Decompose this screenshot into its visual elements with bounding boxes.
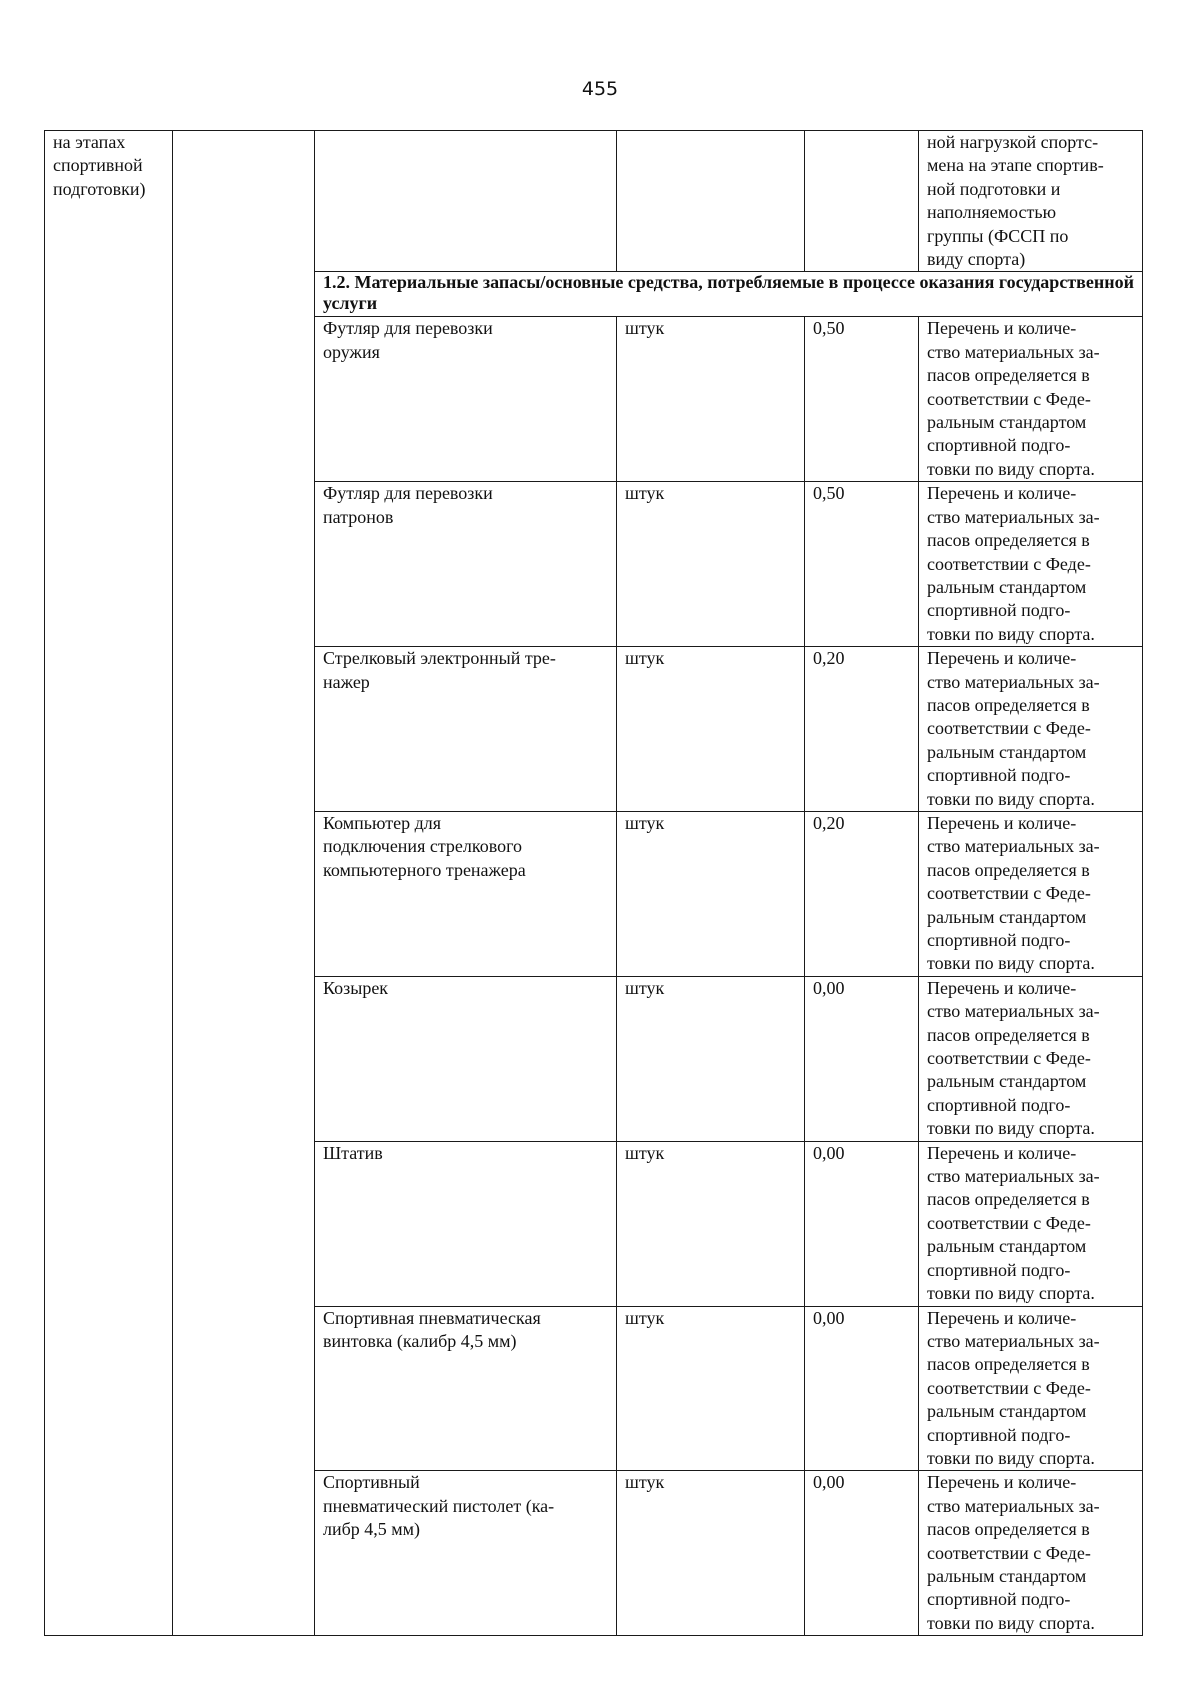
stage-cell: на этапах спортивной подготовки)	[45, 131, 173, 1636]
section-heading: 1.2. Материальные запасы/основные средства, потребляемые в процессе оказания государственной услуги	[315, 272, 1143, 317]
unit-cell: штук	[617, 1306, 805, 1471]
note-cell: Перечень и количе- ство материальных за- пасов определяется в соответствии с Феде- ральным стандартом спортивной подго- товки по виду спорта.	[919, 482, 1143, 647]
item-name-cell: Компьютер для подключения стрелкового компьютерного тренажера	[315, 811, 617, 976]
unit-cell: штук	[617, 811, 805, 976]
unit-cell: штук	[617, 647, 805, 812]
note-cell: Перечень и количе- ство материальных за- пасов определяется в соответствии с Феде- ральным стандартом спортивной подго- товки по виду спорта.	[919, 1471, 1143, 1636]
note-cell: Перечень и количе- ство материальных за- пасов определяется в соответствии с Феде- ральным стандартом спортивной подго- товки по виду спорта.	[919, 1306, 1143, 1471]
table-body	[45, 131, 1143, 1636]
note-cell: ной нагрузкой спортс- мена на этапе спортив- ной подготовки и наполняемостью группы (ФССП по виду спорта)	[919, 131, 1143, 272]
empty-cell	[315, 131, 617, 272]
quantity-cell: 0,20	[805, 647, 919, 812]
empty-cell	[173, 131, 315, 1636]
quantity-cell: 0,50	[805, 482, 919, 647]
item-name-cell: Стрелковый электронный тре- нажер	[315, 647, 617, 812]
empty-cell	[805, 131, 919, 272]
item-name-cell: Козырек	[315, 976, 617, 1141]
item-name-cell: Футляр для перевозки патронов	[315, 482, 617, 647]
quantity-cell: 0,00	[805, 976, 919, 1141]
note-cell: Перечень и количе- ство материальных за- пасов определяется в соответствии с Феде- ральным стандартом спортивной подго- товки по виду спорта.	[919, 811, 1143, 976]
quantity-cell: 0,00	[805, 1471, 919, 1636]
unit-cell: штук	[617, 976, 805, 1141]
unit-cell: штук	[617, 317, 805, 482]
page-number: 455	[581, 78, 619, 100]
table-row	[45, 131, 1143, 272]
note-cell: Перечень и количе- ство материальных за- пасов определяется в соответствии с Феде- ральным стандартом спортивной подго- товки по виду спорта.	[919, 317, 1143, 482]
item-name-cell: Спортивная пневматическая винтовка (калибр 4,5 мм)	[315, 1306, 617, 1471]
resources-table	[44, 130, 1143, 1636]
quantity-cell: 0,20	[805, 811, 919, 976]
note-cell: Перечень и количе- ство материальных за- пасов определяется в соответствии с Феде- ральным стандартом спортивной подго- товки по виду спорта.	[919, 647, 1143, 812]
quantity-cell: 0,00	[805, 1306, 919, 1471]
unit-cell: штук	[617, 1141, 805, 1306]
unit-cell: штук	[617, 482, 805, 647]
unit-cell: штук	[617, 1471, 805, 1636]
item-name-cell: Штатив	[315, 1141, 617, 1306]
quantity-cell: 0,50	[805, 317, 919, 482]
quantity-cell: 0,00	[805, 1141, 919, 1306]
item-name-cell: Футляр для перевозки оружия	[315, 317, 617, 482]
item-name-cell: Спортивный пневматический пистолет (ка- либр 4,5 мм)	[315, 1471, 617, 1636]
note-cell: Перечень и количе- ство материальных за- пасов определяется в соответствии с Феде- ральным стандартом спортивной подго- товки по виду спорта.	[919, 976, 1143, 1141]
note-cell: Перечень и количе- ство материальных за- пасов определяется в соответствии с Феде- ральным стандартом спортивной подго- товки по виду спорта.	[919, 1141, 1143, 1306]
empty-cell	[617, 131, 805, 272]
